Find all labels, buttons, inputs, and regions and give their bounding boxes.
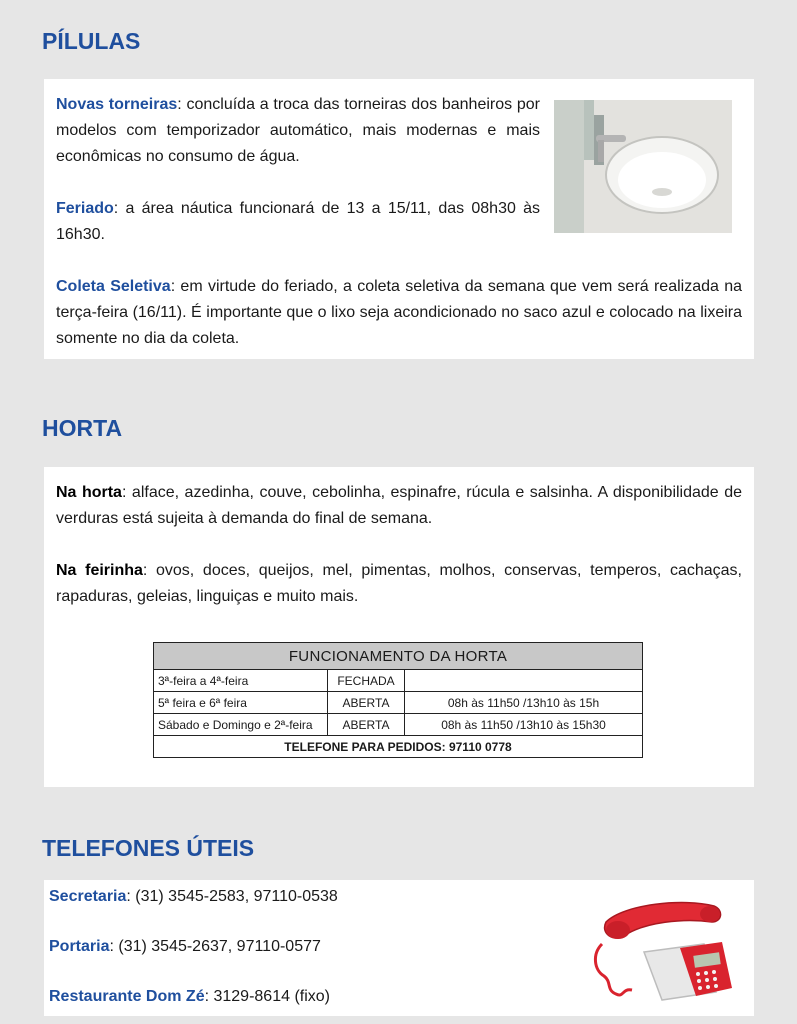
telephone-icon [584, 892, 744, 1007]
item-text: : em virtude do feriado, a coleta seletiva da semana que vem será realizada na terça-feira (16/11). É importante que o lixo seja acondicionado no saco azul e colocado na lixeira somente no dia da coleta. [56, 278, 743, 347]
table-cell-status: ABERTA [328, 714, 405, 736]
phone-entry [49, 938, 321, 956]
item-lead: Portaria [49, 938, 110, 955]
table-row [154, 670, 643, 692]
item-text: : (31) 3545-2583, 97110-0538 [126, 888, 338, 905]
horta-schedule-table [153, 642, 643, 758]
item-lead: Na feirinha [56, 562, 143, 579]
pilula-item [56, 274, 742, 352]
item-lead: Na horta [56, 484, 122, 501]
section-title-telefones: TELEFONES ÚTEIS [42, 835, 255, 861]
table-footer: TELEFONE PARA PEDIDOS: 97110 0778 [154, 736, 643, 758]
item-text: : alface, azedinha, couve, cebolinha, espinafre, rúcula e salsinha. A disponibilidade de verduras está sujeita à demanda do final de semana. [56, 484, 742, 527]
table-cell-hours: 08h às 11h50 /13h10 às 15h30 [405, 714, 643, 736]
item-text: : (31) 3545-2637, 97110-0577 [109, 938, 321, 955]
item-lead: Feriado [56, 200, 114, 217]
table-header: FUNCIONAMENTO DA HORTA [154, 643, 643, 670]
item-lead: Restaurante Dom Zé [49, 988, 205, 1005]
section-title-pilulas: PÍLULAS [42, 28, 141, 54]
horta-item [56, 558, 742, 610]
item-text: : concluída a troca das torneiras dos banheiros por modelos com temporizador automático, mais modernas e mais econômicas no consumo de água. [56, 96, 541, 165]
section-title-horta: HORTA [42, 415, 123, 441]
table-cell-hours [405, 670, 643, 692]
item-lead: Secretaria [49, 888, 127, 905]
telefones-card [44, 880, 754, 1016]
pilulas-card [44, 79, 754, 359]
horta-card [44, 467, 754, 787]
item-text: : a área náutica funcionará de 13 a 15/11, das 08h30 às 16h30. [56, 200, 540, 243]
phone-entry [49, 888, 338, 906]
table-cell-days: Sábado e Domingo e 2ª-feira [154, 714, 328, 736]
horta-item [56, 480, 742, 532]
table-cell-hours: 08h às 11h50 /13h10 às 15h [405, 692, 643, 714]
faucet-sink-photo [554, 100, 732, 233]
table-cell-status: FECHADA [328, 670, 405, 692]
item-text: : 3129-8614 (fixo) [204, 988, 330, 1005]
table-cell-days: 5ª feira e 6ª feira [154, 692, 328, 714]
item-lead: Novas torneiras [56, 96, 178, 113]
table-cell-days: 3ª-feira a 4ª-feira [154, 670, 328, 692]
item-lead: Coleta Seletiva [56, 278, 171, 295]
phone-entry [49, 988, 330, 1006]
table-cell-status: ABERTA [328, 692, 405, 714]
table-row [154, 714, 643, 736]
table-row [154, 692, 643, 714]
item-text: : ovos, doces, queijos, mel, pimentas, molhos, conservas, temperos, cachaças, rapaduras, geleias, linguiças e muito mais. [56, 562, 742, 605]
